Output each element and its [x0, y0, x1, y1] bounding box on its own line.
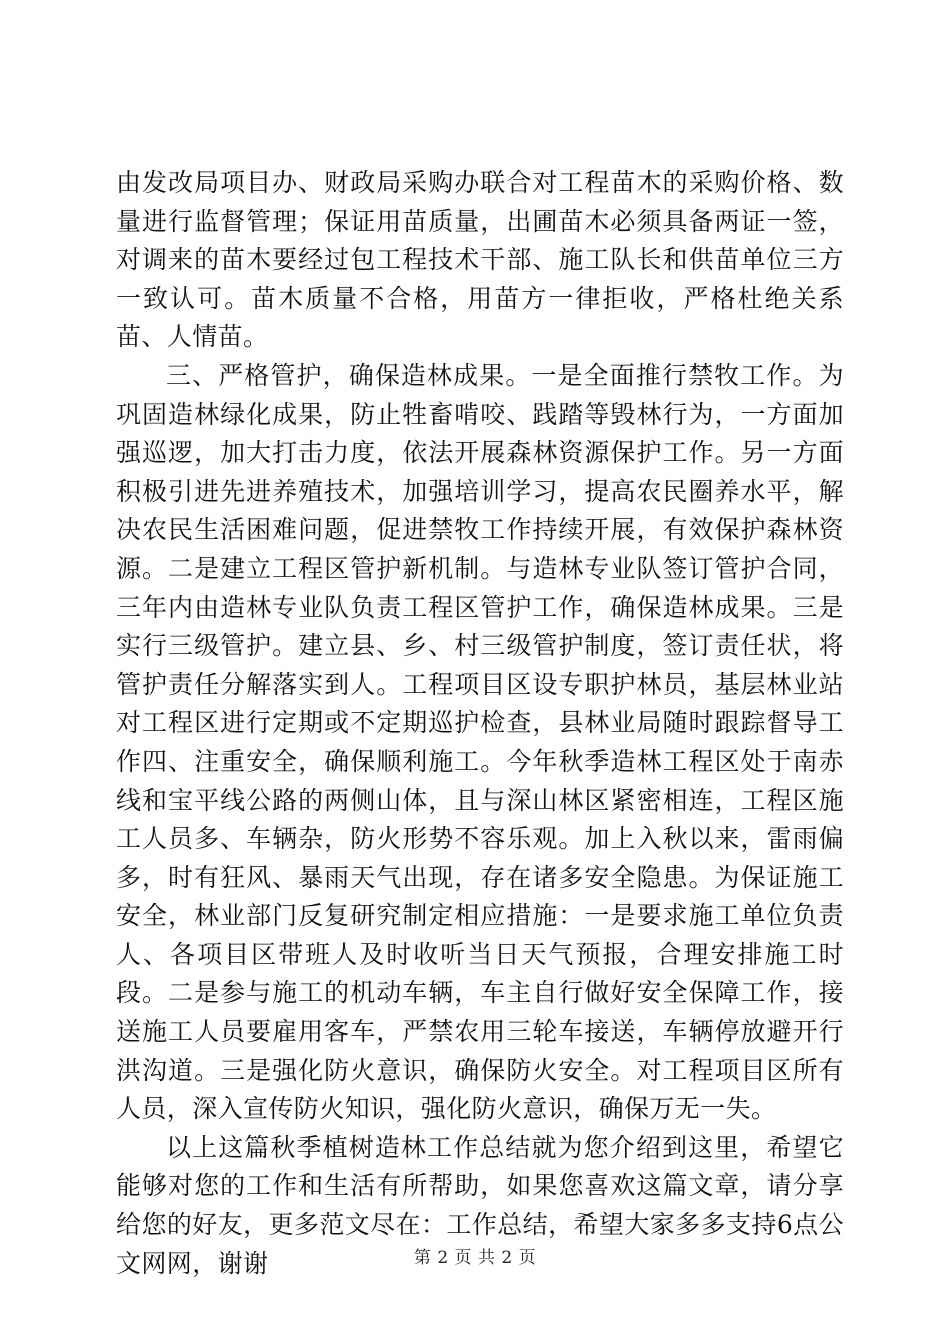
paragraph-procurement: 由发改局项目办、财政局采购办联合对工程苗木的采购价格、数量进行监督管理；保证用苗质量，出圃苗木必须具备两证一签，对调来的苗木要经过包工程技术干部、施工队长和供苗单位三方一致认可。苗木质量不合格，用苗方一律拒收，严格杜绝关系苗、人情苗。 — [116, 168, 844, 352]
document-body — [116, 164, 844, 1283]
paragraph-management-safety: 三、严格管护，确保造林成果。一是全面推行禁牧工作。为巩固造林绿化成果，防止牲畜啃咬、践踏等毁林行为，一方面加强巡逻，加大打击力度，依法开展森林资源保护工作。另一方面积极引进先进养殖技术，加强培训学习，提高农民圈养水平，解决农民生活困难问题，促进禁牧工作持续开展，有效保护森林资源。二是建立工程区管护新机制。与造林专业队签订管护合同，三年内由造林专业队负责工程区管护工作，确保造林成果。三是实行三级管护。建立县、乡、村三级管护制度，签订责任状，将管护责任分解落实到人。工程项目区设专职护林员，基层林业站对工程区进行定期或不定期巡护检查，县林业局随时跟踪督导工作四、注重安全，确保顺利施工。今年秋季造林工程区处于南赤线和宝平线公路的两侧山体，且与深山林区紧密相连，工程区施工人员多、车辆杂，防火形势不容乐观。加上入秋以来，雷雨偏多，时有狂风、暴雨天气出现，存在诸多安全隐患。为保证施工安全，林业部门反复研究制定相应措施：一是要求施工单位负责人、各项目区带班人及时收听当日天气预报，合理安排施工时段。二是参与施工的机动车辆，车主自行做好安全保障工作，接送施工人员要雇用客车，严禁农用三轮车接送，车辆停放避开行洪沟道。三是强化防火意识，确保防火安全。对工程项目区所有人员，深入宣传防火知识，强化防火意识，确保万无一失。 — [116, 360, 844, 1124]
page-number-footer: 第 2 页 共 2 页 — [413, 1248, 537, 1268]
paragraph-closing: 以上这篇秋季植树造林工作总结就为您介绍到这里，希望它能够对您的工作和生活有所帮助，如果您喜欢这篇文章，请分享给您的好友，更多范文尽在：工作总结，希望大家多多支持6点公文网网，谢谢 — [116, 1132, 844, 1278]
